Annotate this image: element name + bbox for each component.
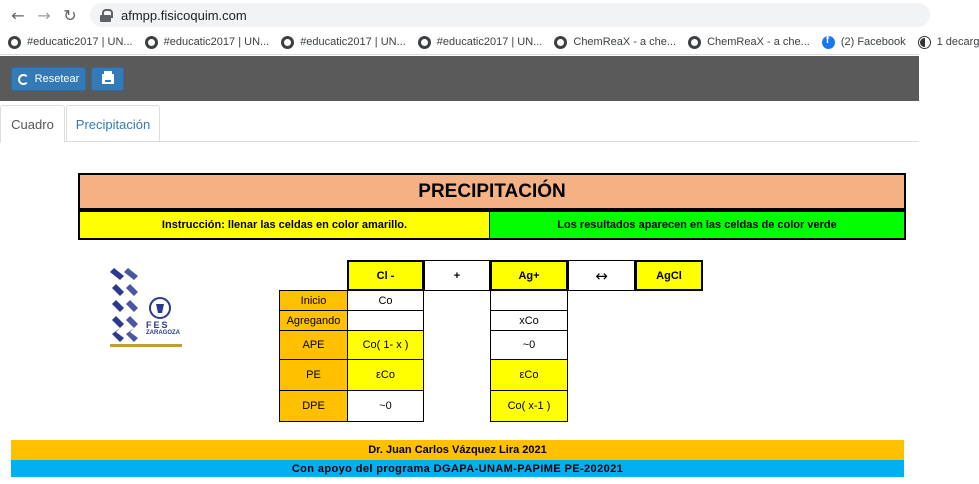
yin-yang-icon	[918, 36, 931, 49]
bookmark-item[interactable]: #educatic2017 | UN...	[8, 36, 133, 49]
globe-icon	[145, 36, 158, 49]
footer-support: Con apoyo del programa DGAPA-UNAM-PAPIME PE-202021	[11, 460, 904, 477]
cell-inicio-ag	[490, 290, 568, 311]
cell-pe-ag[interactable]: εCo	[490, 359, 568, 391]
plus-sign-cell: +	[424, 260, 490, 291]
bookmark-item[interactable]: 1 decarg	[918, 36, 979, 49]
equilibrium-arrow-cell: ↔	[568, 260, 635, 291]
globe-icon	[8, 36, 21, 49]
globe-icon	[418, 36, 431, 49]
bookmarks-bar	[0, 30, 979, 55]
tab-precipitacion[interactable]: Precipitación	[66, 105, 160, 142]
bookmark-item[interactable]: f (2) Facebook	[822, 36, 906, 49]
bookmark-item[interactable]: #educatic2017 | UN...	[281, 36, 406, 49]
browser-address-bar	[0, 0, 919, 30]
tab-cuadro[interactable]: Cuadro	[0, 105, 65, 143]
cell-inicio-cl: Co	[347, 290, 424, 311]
row-label-ape: APE	[279, 330, 348, 360]
cell-dpe-cl: ~0	[347, 390, 424, 422]
url-input[interactable]	[90, 3, 930, 27]
page-title: PRECIPITACIÓN	[78, 173, 906, 210]
row-label-agregando: Agregando	[279, 310, 348, 331]
reset-button-label: Resetear	[34, 73, 80, 85]
logo-text-zaragoza: ZARAGOZA	[146, 330, 180, 336]
cell-ape-cl[interactable]: Co( 1- x )	[347, 330, 424, 360]
reload-icon[interactable]: ↻	[63, 5, 77, 25]
row-label-pe: PE	[279, 359, 348, 391]
row-label-inicio: Inicio	[279, 290, 348, 311]
instruction-note: Instrucción: llenar las celdas en color amarillo.	[78, 210, 491, 240]
fes-zaragoza-logo	[110, 266, 182, 352]
app-toolbar	[0, 56, 919, 101]
cell-agregando-ag: xCo	[490, 310, 568, 331]
print-button[interactable]	[91, 67, 124, 91]
url-text: afmpp.fisicoquim.com	[121, 7, 247, 23]
species-cl-cell: Cl -	[347, 260, 424, 291]
row-label-dpe: DPE	[279, 390, 348, 422]
bookmark-item[interactable]: ChemReaX - a che...	[554, 36, 676, 49]
species-ag-cell: Ag+	[490, 260, 568, 291]
bookmark-item[interactable]: #educatic2017 | UN...	[145, 36, 270, 49]
cell-pe-cl[interactable]: εCo	[347, 359, 424, 391]
globe-icon	[688, 36, 701, 49]
logo-text-fes: FES	[146, 320, 170, 330]
facebook-icon	[822, 36, 835, 49]
reset-button[interactable]	[11, 67, 86, 91]
back-arrow-icon[interactable]: ←	[11, 5, 25, 25]
forward-arrow-icon[interactable]: →	[37, 5, 51, 25]
print-icon	[102, 74, 114, 84]
globe-icon	[554, 36, 567, 49]
fes-logo-icon	[110, 266, 182, 352]
globe-icon	[281, 36, 294, 49]
bookmark-item[interactable]: ChemReaX - a che...	[688, 36, 810, 49]
cell-agregando-cl	[347, 310, 424, 331]
product-agcl-cell: AgCl	[635, 260, 703, 291]
cell-ape-ag: ~0	[490, 330, 568, 360]
tab-bar	[0, 105, 919, 142]
footer-author: Dr. Juan Carlos Vázquez Lira 2021	[11, 440, 904, 460]
cell-dpe-ag[interactable]: Co( x-1 )	[490, 390, 568, 422]
refresh-icon	[18, 74, 29, 85]
lock-icon	[100, 9, 111, 22]
bookmark-item[interactable]: #educatic2017 | UN...	[418, 36, 543, 49]
results-note: Los resultados aparecen en las celdas de color verde	[489, 210, 906, 240]
